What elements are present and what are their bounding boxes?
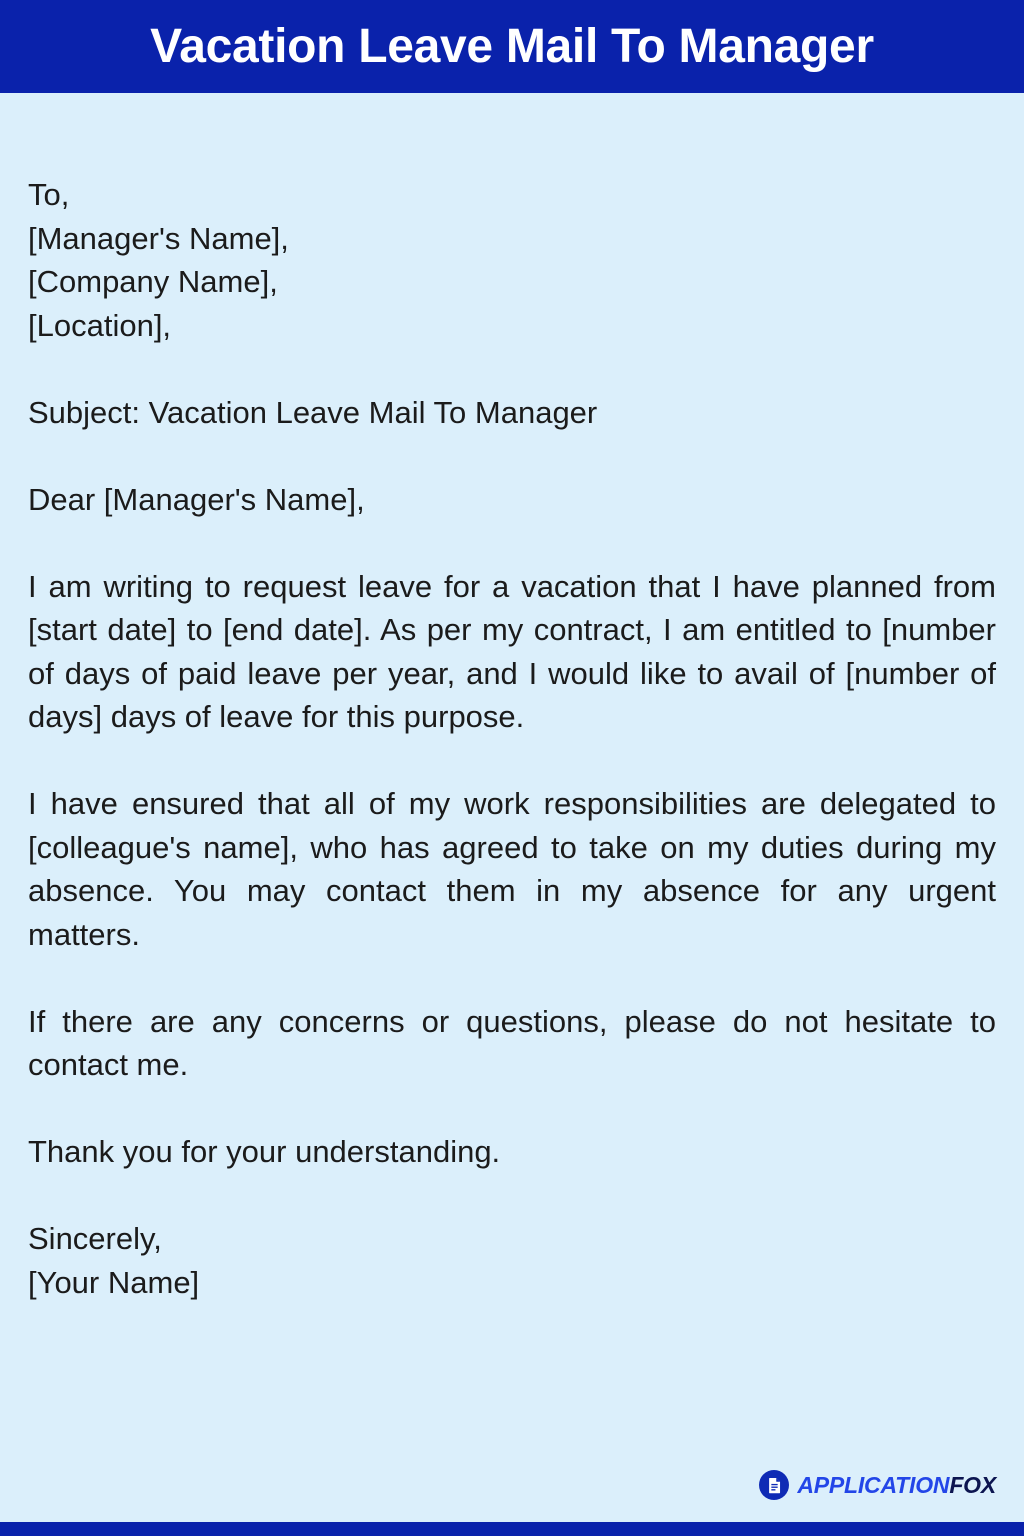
brand-logo (759, 1470, 996, 1500)
recipient-line: [Company Name], (28, 264, 278, 299)
body-paragraph: I am writing to request leave for a vacation that I have planned from [start date] to [end date]. As per my contract, I am entitled to [number of days of paid leave per year, and I would like to avail of [number of days] days of leave for this purpose. (28, 568, 996, 734)
paragraph-spacer (28, 1174, 996, 1218)
recipient-line: [Manager's Name], (28, 220, 289, 256)
brand-name-primary: APPLICATION (797, 1471, 950, 1498)
body-paragraph: Thank you for your understanding. (28, 1134, 501, 1169)
paragraph-spacer (28, 739, 996, 783)
body-paragraph: I have ensured that all of my work responsibilities are delegated to [colleague's name], who has agreed to take on my duties during my absence. You may contact them in my absence for any urgent matters. (28, 786, 996, 952)
paragraph-spacer (28, 347, 996, 391)
document-header-bar (0, 0, 1024, 93)
recipient-line: To, (28, 177, 70, 212)
recipient-block (28, 173, 996, 347)
recipient-line: [Location], (28, 307, 172, 343)
paragraph-spacer (28, 434, 996, 478)
page-title: Vacation Leave Mail To Manager (150, 19, 874, 73)
letter-content (28, 173, 996, 1304)
salutation-line: Dear [Manager's Name], (28, 481, 365, 517)
paragraph-spacer (28, 1087, 996, 1131)
closing-line: Sincerely, (28, 1221, 162, 1256)
document-footer-bar (0, 1522, 1024, 1536)
brand-name-secondary: FOX (949, 1471, 996, 1498)
signature-block (28, 1217, 996, 1304)
subject-line: Subject: Vacation Leave Mail To Manager (28, 394, 598, 430)
letter-body (0, 93, 1024, 1522)
paragraph-spacer (28, 521, 996, 565)
brand-name (797, 1471, 996, 1498)
signature-line: [Your Name] (28, 1264, 200, 1300)
body-paragraph: If there are any concerns or questions, please do not hesitate to contact me. (28, 1003, 996, 1082)
paragraph-spacer (28, 956, 996, 1000)
document-icon (759, 1470, 789, 1500)
